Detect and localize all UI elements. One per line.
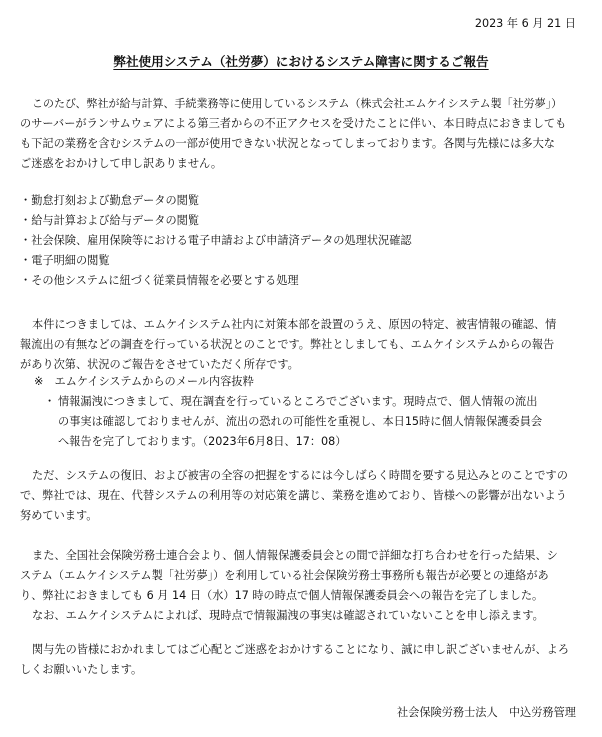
list-item: ・給与計算および給与データの閲覧 xyxy=(20,214,200,227)
note-quote xyxy=(44,392,578,452)
intro-line: ご迷惑をおかけして申し訳ありません。 xyxy=(20,157,223,170)
recovery-line: で、弊社では、現在、代替システムの利用等の対応策を講じ、業務を進めており、皆様への影響が出ないよう xyxy=(20,489,567,502)
response-line: があり次第、状況のご報告をさせていただく所存です。 xyxy=(20,358,299,371)
intro-paragraph xyxy=(20,94,582,174)
federation-line: なお、エムケイシステムによれば、現時点で情報漏洩の事実は確認されていないことを申し添えます。 xyxy=(32,609,544,622)
note-line: 情報漏洩につきまして、現在調査を行っているところでございます。現時点で、個人情報の流出 xyxy=(58,395,538,408)
closing-paragraph xyxy=(20,640,582,680)
list-item: ・電子明細の閲覧 xyxy=(20,254,110,267)
federation-line: ステム（エムケイシステム製「社労夢」）を利用している社会保険労務士事務所も報告が必要との連絡があ xyxy=(20,569,549,582)
affected-list xyxy=(20,191,582,291)
intro-line: このたび、弊社が給与計算、手続業務等に使用しているシステム（株式会社エムケイシステム製「社労夢」） xyxy=(32,97,563,110)
federation-paragraph xyxy=(20,546,582,626)
list-item: ・社会保険、雇用保険等における電子申請および申請済データの処理状況確認 xyxy=(20,234,412,247)
document-title: 弊社使用システム（社労夢）におけるシステム障害に関するご報告 xyxy=(113,54,489,69)
response-line: 報流出の有無などの調査を行っている状況とのことです。弊社としましても、エムケイシステムからの報告 xyxy=(20,338,555,351)
response-line: 本件につきましては、エムケイシステム社内に対策本部を設置のうえ、原因の特定、被害情報の確認、情 xyxy=(32,318,557,331)
list-item: ・その他システムに紐づく従業員情報を必要とする処理 xyxy=(20,274,299,287)
closing-line: しくお願いいたします。 xyxy=(20,663,143,676)
response-paragraph xyxy=(20,315,582,375)
intro-line: も下記の業務を含むシステムの一部が使用できない状況となってしまっております。各関与先様には多大な xyxy=(20,137,555,150)
note-line: の事実は確認しておりませんが、流出の恐れの可能性を重視し、本日15時に個人情報保護委員会 xyxy=(58,415,543,428)
document-date: 2023 年 6 月 21 日 xyxy=(474,17,576,30)
intro-line: のサーバーがランサムウェアによる第三者からの不正アクセスを受けたことに伴い、本日時点におきましても xyxy=(20,117,567,130)
list-item: ・勤怠打刻および勤怠データの閲覧 xyxy=(20,194,200,207)
note-bullet: ・ xyxy=(44,395,56,408)
signature: 社会保険労務士法人 中込労務管理 xyxy=(396,706,576,719)
recovery-paragraph xyxy=(20,466,582,526)
federation-line: また、全国社会保険労務士連合会より、個人情報保護委員会との間で詳細な打ち合わせを行った結果、シ xyxy=(32,549,558,562)
recovery-line: ただ、システムの復旧、および被害の全容の把握をするには今しばらく時間を要する見込みとのことですの xyxy=(32,469,568,482)
note-line: へ報告を完了しております。（2023年6月8日、17：08） xyxy=(58,435,347,448)
recovery-line: 努めています。 xyxy=(20,509,98,522)
closing-line: 関与先の皆様におかれましてはご心配とご迷惑をおかけすることになり、誠に申し訳ございませんが、よろ xyxy=(32,643,570,656)
note-heading: ※ エムケイシステムからのメール内容抜粋 xyxy=(34,375,254,388)
federation-line: り、弊社におきましても 6 月 14 日（水）17 時の時点で個人情報保護委員会への報告を完了しました。 xyxy=(20,589,544,602)
